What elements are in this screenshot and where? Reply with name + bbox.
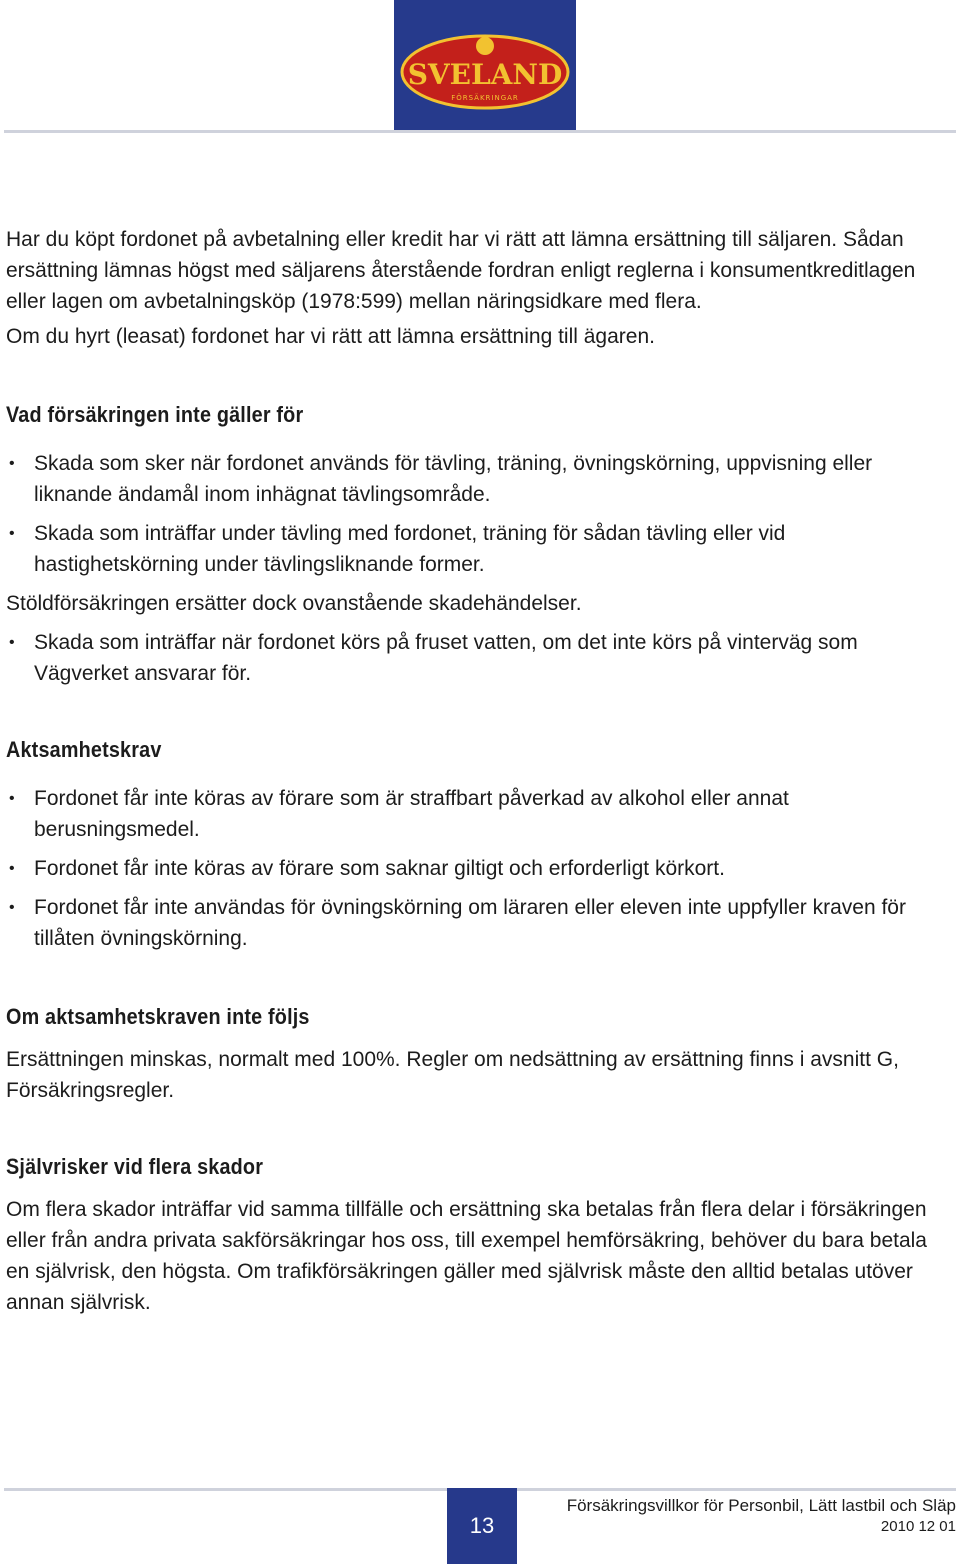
exclusions-list (6, 448, 954, 580)
section-heading-care-requirements: Aktsamhetskrav (6, 737, 162, 762)
intro-paragraph-1: Har du köpt fordonet på avbetalning eller kredit har vi rätt att lämna ersättning till säljaren. Sådan ersättning lämnas högst med säljarens återstående fordran enligt reglerna i konsumentkreditlagen eller lagen om avbetalningsköp (1978:599) mellan näringsidkare med flera. (6, 228, 916, 313)
section-heading-exclusions: Vad försäkringen inte gäller för (6, 402, 304, 427)
list-item: • Fordonet får inte köras av förare som saknar giltigt och erforderligt körkort. (6, 853, 754, 884)
list-item: • Fordonet får inte användas för övningskörning om läraren eller eleven inte uppfyller kraven för tillåten övningskörning. (6, 892, 954, 954)
header-divider (4, 130, 956, 133)
list-item: • Skada som inträffar när fordonet körs på fruset vatten, om det inte körs på vinterväg som Vägverket ansvarar för. (6, 627, 954, 689)
bullet-icon: • (9, 525, 15, 542)
bullet-icon: • (9, 860, 15, 877)
sveland-logo-graphic (394, 0, 576, 130)
section-heading-deductibles: Självrisker vid flera skador (6, 1154, 264, 1179)
footer-document-title: Försäkringsvillkor för Personbil, Lätt lastbil och Släp (566, 1496, 956, 1515)
logo-brand: SVELAND (407, 58, 563, 91)
deductibles-text: Om flera skador inträffar vid samma tillfälle och ersättning ska betalas från flera delar i försäkringen eller från andra privata sakförsäkringar hos oss, till exempel hemförsäkring, behöver du bara betala en självrisk, den högsta. Om trafikförsäkringen gäller med självrisk måste den alltid betalas utöver annan självrisk. (6, 1198, 927, 1314)
bullet-icon: • (9, 455, 15, 472)
intro-paragraph-2: Om du hyrt (leasat) fordonet har vi rätt att lämna ersättning till ägaren. (6, 325, 655, 348)
section-heading-noncompliance: Om aktsamhetskraven inte följs (6, 1004, 310, 1029)
bullet-icon: • (9, 899, 15, 916)
care-requirements-list (6, 783, 954, 954)
bullet-icon: • (9, 790, 15, 807)
sveland-logo (394, 0, 576, 130)
footer-date: 2010 12 01 (880, 1518, 956, 1535)
logo-tagline: FÖRSÄKRINGAR (451, 94, 519, 102)
list-item: • Skada som inträffar under tävling med fordonet, träning för sådan tävling eller vid hastighetskörning under tävlingsliknande former. (6, 518, 954, 580)
exclusions-list-continued (6, 627, 954, 689)
bullet-icon: • (9, 634, 15, 651)
page-number-box (447, 1488, 517, 1564)
noncompliance-text: Ersättningen minskas, normalt med 100%. Regler om nedsättning av ersättning finns i avsnitt G, Försäkringsregler. (6, 1048, 899, 1102)
list-item: • Skada som sker när fordonet används för tävling, träning, övningskörning, uppvisning eller liknande ändamål inom inhägnat tävlingsområde. (6, 448, 954, 510)
theft-note: Stöldförsäkringen ersätter dock ovanstående skadehändelser. (6, 592, 582, 615)
logo-crown-icon (476, 37, 494, 55)
list-item: • Fordonet får inte köras av förare som är straffbart påverkad av alkohol eller annat berusningsmedel. (6, 783, 954, 845)
page-number: 13 (469, 1513, 495, 1538)
document-body (6, 224, 954, 1318)
